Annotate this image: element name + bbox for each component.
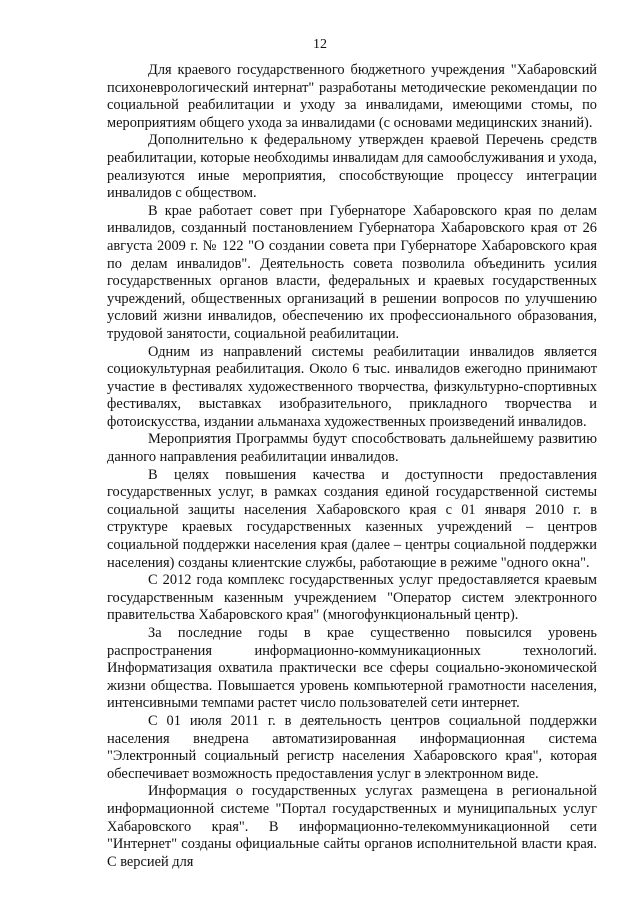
paragraph-program-measures: Мероприятия Программы будут способствовать дальнейшему развитию данного направления реабилитации инвалидов. <box>107 431 597 466</box>
body-text <box>107 62 597 871</box>
paragraph-sociocultural-rehabilitation: Одним из направлений системы реабилитации инвалидов является социокультурная реабилитация. Около 6 тыс. инвалидов ежегодно принимают участие в фестивалях художественного творчества, физкультурно-спортивных фестивалях, выставках изобразительного, прикладного творчества и фотоискусства, издании альманаха художественных произведений инвалидов. <box>107 343 597 430</box>
paragraph-governor-council: В крае работает совет при Губернаторе Хабаровского края по делам инвалидов, созданный постановлением Губернатора Хабаровского края от 26 августа 2009 г. № 122 "О создании совета при Губернаторе Хабаровского края по делам инвалидов". Деятельность совета позволила объединить усилия государственных органов власти, федеральных и краевых государственных учреждений, общественных организаций в решении вопросов по улучшению условий жизни инвалидов, обеспечению их профессионального образования, трудовой занятости, социальной реабилитации. <box>107 202 597 342</box>
paragraph-egov-operator: С 2012 года комплекс государственных услуг предоставляется краевым государственным казенным учреждением "Оператор систем электронного правительства Хабаровского края" (многофункциональный центр). <box>107 572 597 624</box>
page-number: 12 <box>313 37 327 52</box>
paragraph-electronic-register: С 01 июля 2011 г. в деятельность центров социальной поддержки населения внедрена автоматизированная информационная система "Электронный социальный регистр населения Хабаровского края", которая обеспечивает возможность предоставления услуг в электронном виде. <box>107 712 597 782</box>
paragraph-one-window-services: В целях повышения качества и доступности предоставления государственных услуг, в рамках создания единой государственной системы социальной защиты населения Хабаровского края с 01 января 2010 г. в структуре краевых государственных казенных учреждений – центров социальной поддержки населения края (далее – центры социальной поддержки населения) созданы клиентские службы, работающие в режиме "одного окна". <box>107 466 597 571</box>
paragraph-rehabilitation-list: Дополнительно к федеральному утвержден краевой Перечень средств реабилитации, которые необходимы инвалидам для самообслуживания и ухода, реализуются иные мероприятия, способствующие процессу интеграции инвалидов с обществом. <box>107 132 597 202</box>
paragraph-psychoneurological-internat: Для краевого государственного бюджетного учреждения "Хабаровский психоневрологический интернат" разработаны методические рекомендации по социальной реабилитации и уходу за инвалидами, имеющими стомы, по мероприятиям общего ухода за инвалидами (с основами медицинских знаний). <box>107 62 597 131</box>
paragraph-ict-spread: За последние годы в крае существенно повысился уровень распространения информационно-коммуникационных технологий. Информатизация охватила практически все сферы социально-экономической жизни общества. Повышается уровень компьютерной грамотности населения, интенсивными темпами растет число пользователей сети интернет. <box>107 625 597 712</box>
paragraph-services-portal: Информация о государственных услугах размещена в региональной информационной системе "Портал государственных и муниципальных услуг Хабаровского края". В информационно-телекоммуникационной сети "Интернет" созданы официальные сайты органов исполнительной власти края. С версией для <box>107 783 597 870</box>
